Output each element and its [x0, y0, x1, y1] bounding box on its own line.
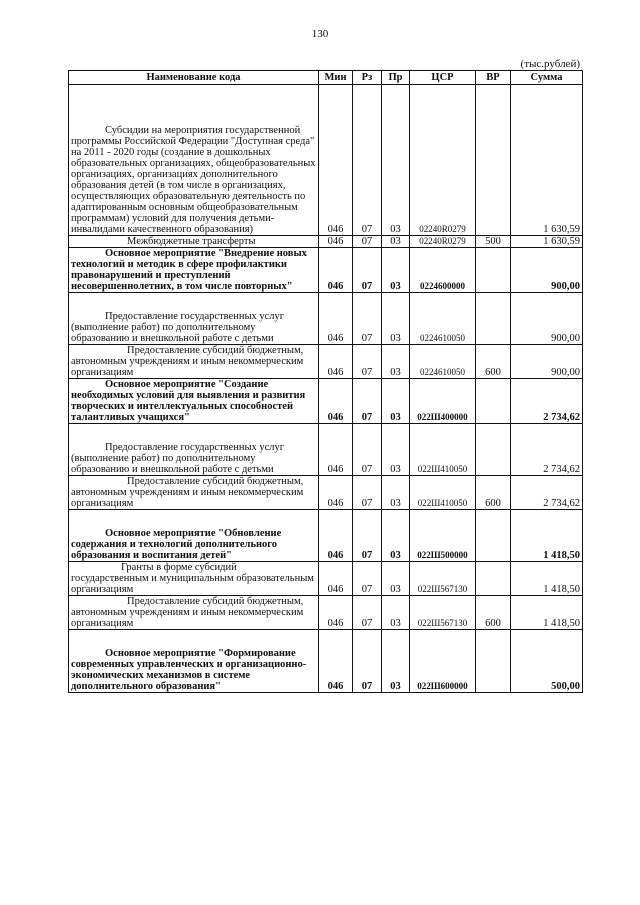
cell-rz: 07 — [353, 476, 382, 510]
cell-name — [69, 248, 319, 293]
cell-rz: 07 — [353, 236, 382, 248]
cell-pr: 03 — [382, 379, 410, 424]
cell-vr — [476, 510, 511, 562]
cell-pr: 03 — [382, 85, 410, 236]
cell-pr: 03 — [382, 630, 410, 693]
cell-sum: 1 630,59 — [511, 236, 583, 248]
row-name: Межбюджетные трансферты — [127, 236, 256, 247]
cell-min: 046 — [319, 345, 353, 379]
row-name: Предоставление субсидий бюджетным, автономным учреждениям и иным некоммерческим организациям — [71, 476, 304, 509]
cell-pr: 03 — [382, 345, 410, 379]
header-rz: Рз — [353, 71, 382, 85]
budget-table — [68, 70, 583, 693]
cell-vr: 600 — [476, 345, 511, 379]
cell-rz: 07 — [353, 85, 382, 236]
cell-rz: 07 — [353, 510, 382, 562]
cell-csr: 022Ш410050 — [410, 476, 476, 510]
cell-sum: 1 418,50 — [511, 596, 583, 630]
header-vr: ВР — [476, 71, 511, 85]
cell-rz: 07 — [353, 248, 382, 293]
cell-rz: 07 — [353, 596, 382, 630]
cell-csr: 022Ш567130 — [410, 596, 476, 630]
cell-name — [69, 476, 319, 510]
cell-vr: 600 — [476, 596, 511, 630]
cell-sum: 2 734,62 — [511, 424, 583, 476]
table-row — [69, 85, 583, 236]
cell-csr: 022Ш410050 — [410, 424, 476, 476]
cell-pr: 03 — [382, 476, 410, 510]
cell-min: 046 — [319, 562, 353, 596]
row-name: Основное мероприятие "Создание необходимых условий для выявления и развития творческих и интеллектуальных способностей талантливых учащихся" — [71, 379, 306, 423]
cell-name — [69, 85, 319, 236]
table-row — [69, 630, 583, 693]
table-row — [69, 236, 583, 248]
cell-min: 046 — [319, 248, 353, 293]
cell-csr: 02240R0279 — [410, 236, 476, 248]
cell-sum: 900,00 — [511, 293, 583, 345]
cell-vr — [476, 562, 511, 596]
cell-sum: 2 734,62 — [511, 379, 583, 424]
cell-sum: 2 734,62 — [511, 476, 583, 510]
cell-rz: 07 — [353, 293, 382, 345]
cell-name — [69, 630, 319, 693]
cell-pr: 03 — [382, 562, 410, 596]
units-label: (тыс.рублей) — [520, 58, 580, 70]
cell-name — [69, 236, 319, 248]
cell-min: 046 — [319, 596, 353, 630]
table-header-row — [69, 71, 583, 85]
cell-csr: 022Ш400000 — [410, 379, 476, 424]
cell-sum: 1 418,50 — [511, 562, 583, 596]
row-name: Предоставление государственных услуг (выполнение работ) по дополнительному образованию и внешкольной работе с детьми — [71, 311, 285, 344]
cell-min: 046 — [319, 85, 353, 236]
row-name: Основное мероприятие "Формирование современных управленческих и организационно-экономических механизмов в системе дополнительного образования" — [71, 648, 307, 692]
cell-name — [69, 596, 319, 630]
cell-vr — [476, 248, 511, 293]
table-row — [69, 562, 583, 596]
cell-min: 046 — [319, 236, 353, 248]
cell-vr — [476, 630, 511, 693]
cell-csr: 0224600000 — [410, 248, 476, 293]
cell-min: 046 — [319, 293, 353, 345]
cell-name — [69, 562, 319, 596]
row-name: Предоставление субсидий бюджетным, автономным учреждениям и иным некоммерческим организациям — [71, 596, 304, 629]
cell-vr — [476, 85, 511, 236]
row-name: Субсидии на мероприятия государственной программы Российской Федерации "Доступная среда" на 2011 - 2020 годы (создание в дошкольных образовательных организациях, общеобразовательных организациях, организациях дополнительного образования детей (в том числе в организациях, осуществляющих образовательную деятельность по адаптированным основным общеобразовательным программам) условий для получения детьми-инвалидами качественного образования) — [71, 125, 316, 235]
table-row — [69, 379, 583, 424]
cell-sum: 1 418,50 — [511, 510, 583, 562]
cell-vr — [476, 379, 511, 424]
row-name: Основное мероприятие "Внедрение новых технологий и методик в сфере профилактики правонарушений и преступлений несовершеннолетних, в том числе повторных" — [71, 248, 307, 292]
cell-csr: 022Ш567130 — [410, 562, 476, 596]
cell-sum: 500,00 — [511, 630, 583, 693]
cell-sum: 1 630,59 — [511, 85, 583, 236]
cell-csr: 0224610050 — [410, 293, 476, 345]
table-row — [69, 510, 583, 562]
cell-vr — [476, 293, 511, 345]
cell-pr: 03 — [382, 424, 410, 476]
table-row — [69, 293, 583, 345]
header-sum: Сумма — [511, 71, 583, 85]
cell-pr: 03 — [382, 236, 410, 248]
row-name: Предоставление субсидий бюджетным, автономным учреждениям и иным некоммерческим организациям — [71, 345, 304, 378]
cell-csr: 0224610050 — [410, 345, 476, 379]
cell-rz: 07 — [353, 424, 382, 476]
cell-csr: 022Ш600000 — [410, 630, 476, 693]
row-name: Предоставление государственных услуг (выполнение работ) по дополнительному образованию и внешкольной работе с детьми — [71, 442, 285, 475]
cell-vr: 600 — [476, 476, 511, 510]
cell-name — [69, 293, 319, 345]
header-min: Мин — [319, 71, 353, 85]
table-row — [69, 476, 583, 510]
cell-sum: 900,00 — [511, 248, 583, 293]
cell-min: 046 — [319, 510, 353, 562]
cell-min: 046 — [319, 379, 353, 424]
table-row — [69, 248, 583, 293]
cell-pr: 03 — [382, 293, 410, 345]
cell-pr: 03 — [382, 510, 410, 562]
cell-rz: 07 — [353, 379, 382, 424]
cell-min: 046 — [319, 630, 353, 693]
header-name: Наименование кода — [69, 71, 319, 85]
page-number: 130 — [311, 28, 329, 40]
cell-name — [69, 510, 319, 562]
cell-csr: 02240R0279 — [410, 85, 476, 236]
header-csr: ЦСР — [410, 71, 476, 85]
cell-name — [69, 379, 319, 424]
header-pr: Пр — [382, 71, 410, 85]
cell-vr — [476, 424, 511, 476]
cell-name — [69, 424, 319, 476]
cell-csr: 022Ш500000 — [410, 510, 476, 562]
cell-rz: 07 — [353, 345, 382, 379]
cell-min: 046 — [319, 476, 353, 510]
cell-name — [69, 345, 319, 379]
cell-rz: 07 — [353, 562, 382, 596]
cell-pr: 03 — [382, 248, 410, 293]
cell-vr: 500 — [476, 236, 511, 248]
row-name: Гранты в форме субсидий государственным и муниципальным образовательным организациям — [71, 562, 314, 595]
table-row — [69, 345, 583, 379]
cell-rz: 07 — [353, 630, 382, 693]
table-row — [69, 424, 583, 476]
cell-pr: 03 — [382, 596, 410, 630]
cell-sum: 900,00 — [511, 345, 583, 379]
table-row — [69, 596, 583, 630]
row-name: Основное мероприятие "Обновление содержания и технологий дополнительного образования и воспитания детей" — [71, 528, 282, 561]
cell-min: 046 — [319, 424, 353, 476]
